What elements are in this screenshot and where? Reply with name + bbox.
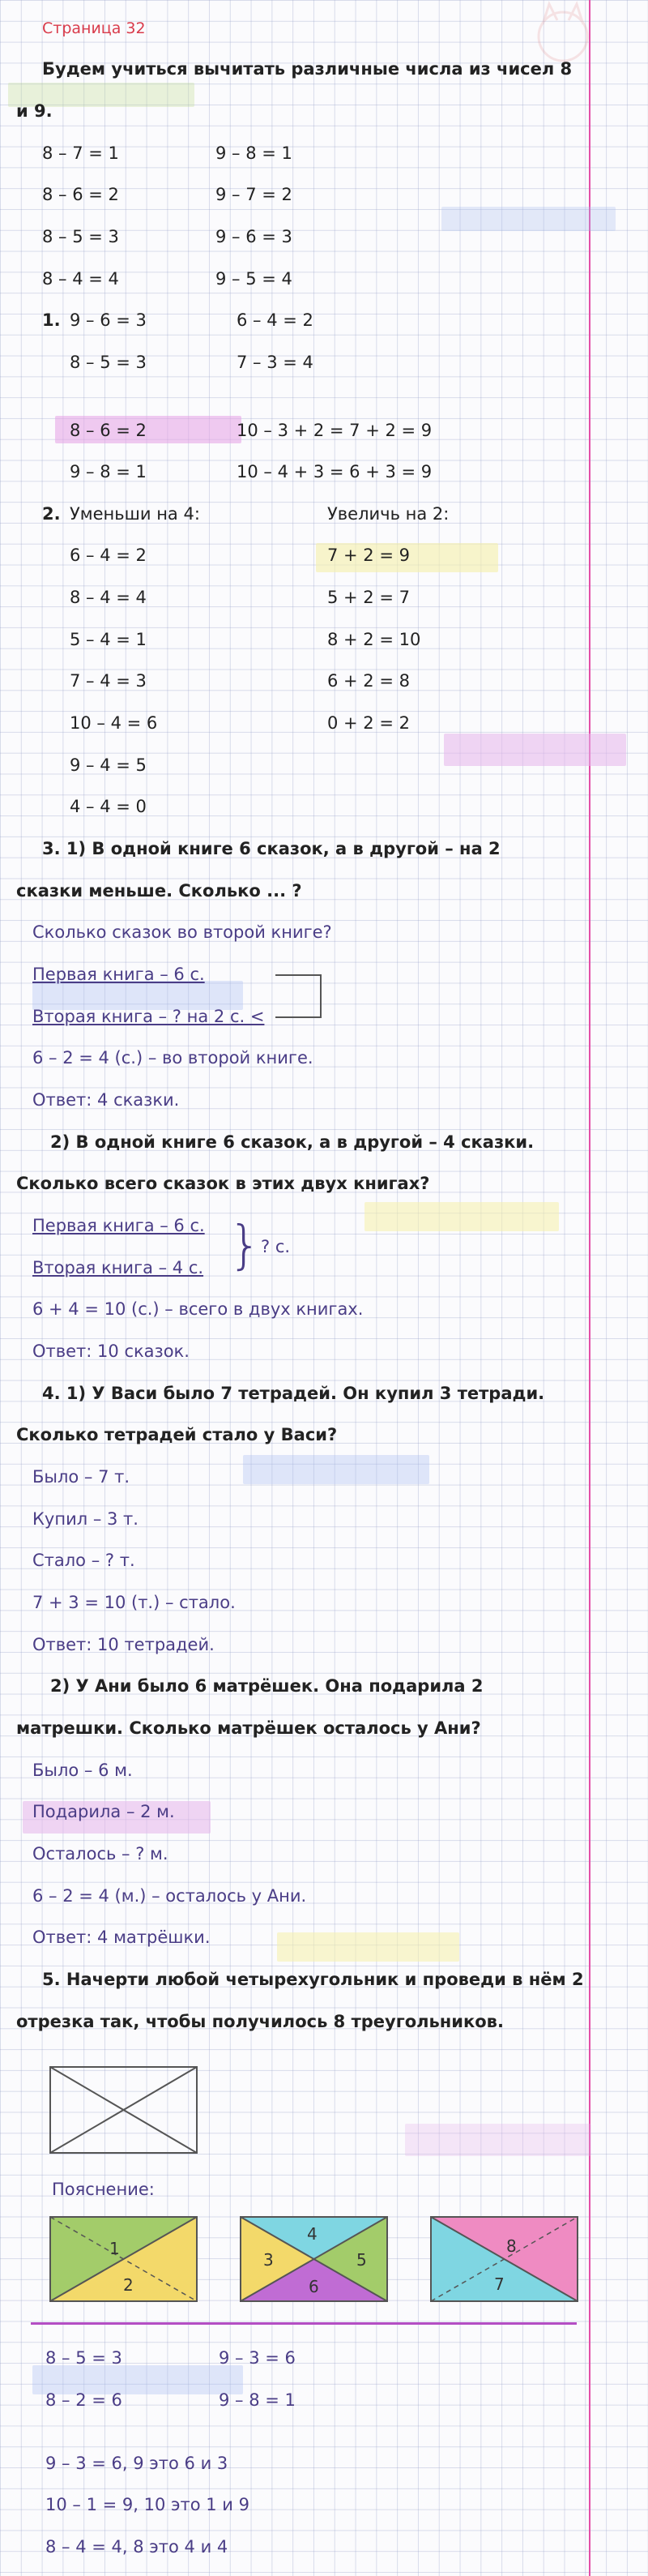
problem-text: сказки меньше. Сколько ... ? — [16, 881, 302, 901]
title-line: и 9. — [16, 101, 53, 121]
answer: Ответ: 10 сказок. — [32, 1341, 190, 1361]
equation: 8 – 7 = 1 — [42, 143, 119, 163]
equation: 6 + 2 = 8 — [327, 671, 410, 691]
equation: 7 – 3 = 4 — [237, 353, 313, 372]
task-number: 2. — [42, 504, 61, 524]
solution: 7 + 3 = 10 (т.) – стало. — [32, 1593, 236, 1612]
equation: 8 – 5 = 3 — [42, 227, 119, 246]
equation: 10 – 1 = 9, 10 это 1 и 9 — [45, 2495, 249, 2514]
solution: 6 + 4 = 10 (с.) – всего в двух книгах. — [32, 1299, 364, 1319]
page-number: Страница 32 — [42, 19, 146, 37]
explanation-label: Пояснение: — [52, 2180, 155, 2199]
question: Сколько сказок во второй книге? — [32, 922, 332, 942]
condition: Вторая книга – 4 с. — [32, 1258, 204, 1277]
equation: 8 – 4 = 4 — [70, 588, 147, 607]
triangle-label: 3 — [263, 2250, 274, 2270]
equation: 8 – 6 = 2 — [42, 185, 119, 204]
equation: 8 + 2 = 10 — [327, 630, 421, 649]
highlight — [405, 2124, 591, 2156]
equation: 5 – 4 = 1 — [70, 630, 147, 649]
equation: 9 – 3 = 6, 9 это 6 и 3 — [45, 2454, 228, 2473]
condition: Первая книга – 6 с. — [32, 965, 205, 984]
explanation-figure-2 — [239, 2215, 389, 2303]
triangle-label: 6 — [309, 2277, 319, 2296]
triangle-label: 2 — [123, 2275, 134, 2295]
triangle-label: 5 — [356, 2250, 367, 2270]
solution: 6 – 2 = 4 (м.) – осталось у Ани. — [32, 1886, 307, 1906]
triangle-label: 1 — [109, 2239, 120, 2258]
equation: 9 – 8 = 1 — [219, 2390, 296, 2410]
equation: 7 + 2 = 9 — [327, 546, 410, 565]
equation: 9 – 5 = 4 — [215, 269, 292, 289]
explanation-figure-1 — [49, 2215, 198, 2303]
equation: 9 – 7 = 2 — [215, 185, 292, 204]
problem-text: отрезка так, чтобы получилось 8 треугольников. — [16, 2012, 504, 2031]
task-number: 1. — [42, 310, 61, 330]
equation: 9 – 8 = 1 — [215, 143, 292, 163]
condition: Осталось – ? м. — [32, 1844, 168, 1864]
equation: 5 + 2 = 7 — [327, 588, 410, 607]
condition: Подарила – 2 м. — [32, 1802, 175, 1821]
problem-text: 3. 1) В одной книге 6 сказок, а в другой – на 2 — [42, 839, 501, 858]
condition: Первая книга – 6 с. — [32, 1216, 205, 1235]
triangle-label: 4 — [307, 2224, 318, 2244]
condition: Стало – ? т. — [32, 1551, 135, 1570]
equation: 8 – 2 = 6 — [45, 2390, 122, 2410]
problem-text: матрешки. Сколько матрёшек осталось у Ани? — [16, 1718, 481, 1738]
highlight — [441, 207, 616, 231]
equation: 9 – 3 = 6 — [219, 2348, 296, 2368]
solution: 6 – 2 = 4 (с.) – во второй книге. — [32, 1048, 313, 1068]
highlight — [364, 1202, 559, 1231]
problem-text: 5. Начерти любой четырехугольник и проведи в нём 2 — [42, 1970, 584, 1989]
equation: 10 – 4 = 6 — [70, 713, 158, 733]
problem-text: Сколько тетрадей стало у Васи? — [16, 1425, 338, 1444]
subtask-title: Увеличь на 2: — [327, 504, 450, 524]
equation: 8 – 4 = 4 — [42, 269, 119, 289]
comparison-arrow — [275, 974, 322, 1018]
triangle-label: 7 — [494, 2274, 505, 2294]
problem-text: Сколько всего сказок в этих двух книгах? — [16, 1174, 430, 1193]
equation: 0 + 2 = 2 — [327, 713, 410, 733]
condition: Купил – 3 т. — [32, 1509, 139, 1529]
page-margin-line — [589, 0, 590, 2576]
equation: 8 – 5 = 3 — [45, 2348, 122, 2368]
highlight — [243, 1455, 429, 1484]
highlight — [444, 734, 626, 766]
equation: 9 – 4 = 5 — [70, 755, 147, 775]
condition: Было – 7 т. — [32, 1467, 130, 1487]
equation: 8 – 4 = 4, 8 это 4 и 4 — [45, 2537, 228, 2557]
question: ? с. — [261, 1237, 291, 1256]
problem-text: 4. 1) У Васи было 7 тетрадей. Он купил 3 тетради. — [42, 1384, 545, 1403]
triangle-label: 8 — [506, 2236, 517, 2256]
equation: 8 – 5 = 3 — [70, 353, 147, 372]
problem-text: 2) У Ани было 6 матрёшек. Она подарила 2 — [50, 1676, 484, 1696]
subtask-title: Уменьши на 4: — [70, 504, 200, 524]
equation: 10 – 3 + 2 = 7 + 2 = 9 — [237, 421, 433, 440]
equation: 9 – 6 = 3 — [215, 227, 292, 246]
brace: } — [228, 1216, 262, 1276]
equation: 4 – 4 = 0 — [70, 797, 147, 816]
quadrilateral-drawing — [49, 2065, 198, 2155]
equation: 10 – 4 + 3 = 6 + 3 = 9 — [237, 462, 433, 481]
explanation-figure-3 — [429, 2215, 579, 2303]
watermark-logo — [518, 0, 608, 65]
equation: 9 – 6 = 3 — [70, 310, 147, 330]
condition: Вторая книга – ? на 2 с. < — [32, 1007, 265, 1026]
equation: 8 – 6 = 2 — [70, 421, 147, 440]
problem-text: 2) В одной книге 6 сказок, а в другой – 4 сказки. — [50, 1132, 535, 1152]
answer: Ответ: 10 тетрадей. — [32, 1635, 215, 1654]
condition: Было – 6 м. — [32, 1761, 133, 1780]
answer: Ответ: 4 сказки. — [32, 1090, 180, 1110]
title-line: Будем учиться вычитать различные числа из чисел 8 — [42, 59, 573, 79]
equation: 9 – 8 = 1 — [70, 462, 147, 481]
section-divider — [31, 2322, 577, 2325]
equation: 6 – 4 = 2 — [237, 310, 313, 330]
answer: Ответ: 4 матрёшки. — [32, 1928, 211, 1947]
highlight — [277, 1932, 459, 1962]
equation: 7 – 4 = 3 — [70, 671, 147, 691]
equation: 6 – 4 = 2 — [70, 546, 147, 565]
